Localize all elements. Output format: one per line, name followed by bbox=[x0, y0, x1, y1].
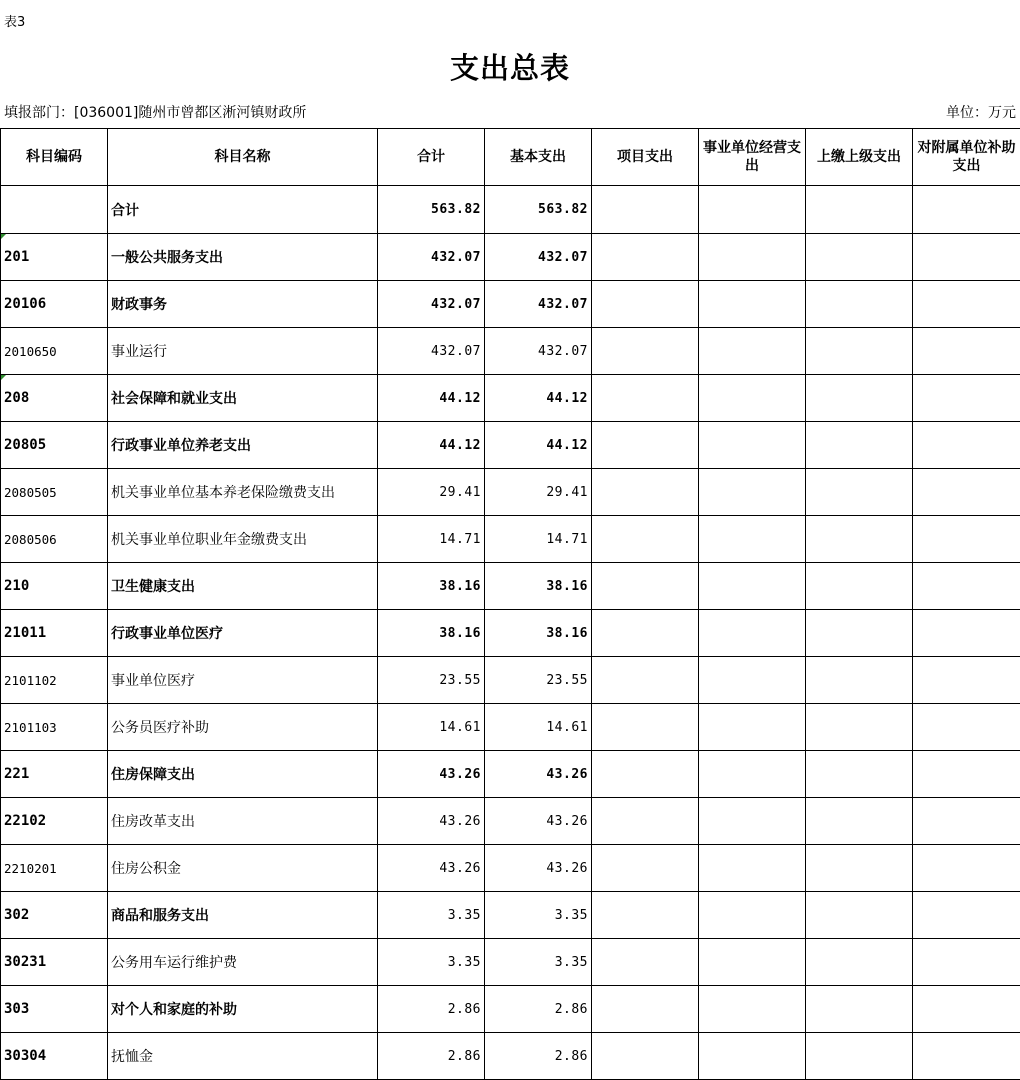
basic-expenditure-cell: 3.35 bbox=[485, 892, 592, 939]
total-cell: 38.16 bbox=[378, 563, 485, 610]
subject-name-cell: 对个人和家庭的补助 bbox=[108, 986, 378, 1033]
business-expenditure-cell bbox=[699, 892, 806, 939]
subsidy-to-affiliates-cell bbox=[913, 610, 1020, 657]
basic-expenditure-cell: 432.07 bbox=[485, 234, 592, 281]
business-expenditure-cell bbox=[699, 234, 806, 281]
project-expenditure-cell bbox=[592, 892, 699, 939]
subsidy-to-affiliates-cell bbox=[913, 892, 1020, 939]
total-cell: 44.12 bbox=[378, 422, 485, 469]
subsidy-to-affiliates-cell bbox=[913, 1033, 1020, 1080]
table-row bbox=[1, 1033, 1020, 1080]
subject-code-cell: 208 bbox=[1, 375, 108, 422]
subsidy-to-affiliates-cell bbox=[913, 422, 1020, 469]
table-row bbox=[1, 798, 1020, 845]
subject-name-cell: 合计 bbox=[108, 186, 378, 234]
column-header: 项目支出 bbox=[592, 129, 699, 186]
business-expenditure-cell bbox=[699, 422, 806, 469]
table-row bbox=[1, 422, 1020, 469]
table-row bbox=[1, 751, 1020, 798]
subsidy-to-affiliates-cell bbox=[913, 751, 1020, 798]
basic-expenditure-cell: 23.55 bbox=[485, 657, 592, 704]
total-cell: 3.35 bbox=[378, 939, 485, 986]
unit-label: 单位：万元 bbox=[946, 102, 1016, 122]
subject-name-cell: 商品和服务支出 bbox=[108, 892, 378, 939]
remit-to-superior-cell bbox=[806, 186, 913, 234]
subject-code-cell: 30304 bbox=[1, 1033, 108, 1080]
project-expenditure-cell bbox=[592, 704, 699, 751]
table-row bbox=[1, 234, 1020, 281]
basic-expenditure-cell: 3.35 bbox=[485, 939, 592, 986]
total-cell: 38.16 bbox=[378, 610, 485, 657]
remit-to-superior-cell bbox=[806, 328, 913, 375]
business-expenditure-cell bbox=[699, 986, 806, 1033]
subject-name-cell: 住房改革支出 bbox=[108, 798, 378, 845]
business-expenditure-cell bbox=[699, 516, 806, 563]
subject-code-cell: 303 bbox=[1, 986, 108, 1033]
table-row bbox=[1, 986, 1020, 1033]
business-expenditure-cell bbox=[699, 375, 806, 422]
subsidy-to-affiliates-cell bbox=[913, 469, 1020, 516]
basic-expenditure-cell: 43.26 bbox=[485, 798, 592, 845]
business-expenditure-cell bbox=[699, 563, 806, 610]
table-header-row bbox=[1, 129, 1020, 186]
project-expenditure-cell bbox=[592, 798, 699, 845]
table-row bbox=[1, 939, 1020, 986]
project-expenditure-cell bbox=[592, 422, 699, 469]
table-number: 表3 bbox=[4, 11, 25, 30]
total-cell: 2.86 bbox=[378, 986, 485, 1033]
total-cell: 2.86 bbox=[378, 1033, 485, 1080]
basic-expenditure-cell: 29.41 bbox=[485, 469, 592, 516]
basic-expenditure-cell: 14.71 bbox=[485, 516, 592, 563]
subsidy-to-affiliates-cell bbox=[913, 328, 1020, 375]
column-header: 上缴上级支出 bbox=[806, 129, 913, 186]
subject-code-cell: 2101103 bbox=[1, 704, 108, 751]
business-expenditure-cell bbox=[699, 328, 806, 375]
business-expenditure-cell bbox=[699, 186, 806, 234]
total-cell: 14.71 bbox=[378, 516, 485, 563]
total-cell: 3.35 bbox=[378, 892, 485, 939]
remit-to-superior-cell bbox=[806, 1033, 913, 1080]
subject-code-cell: 30231 bbox=[1, 939, 108, 986]
remit-to-superior-cell bbox=[806, 939, 913, 986]
project-expenditure-cell bbox=[592, 986, 699, 1033]
total-cell: 43.26 bbox=[378, 798, 485, 845]
remit-to-superior-cell bbox=[806, 657, 913, 704]
table-row bbox=[1, 516, 1020, 563]
business-expenditure-cell bbox=[699, 939, 806, 986]
basic-expenditure-cell: 43.26 bbox=[485, 751, 592, 798]
column-header: 合计 bbox=[378, 129, 485, 186]
project-expenditure-cell bbox=[592, 939, 699, 986]
total-cell: 432.07 bbox=[378, 234, 485, 281]
remit-to-superior-cell bbox=[806, 563, 913, 610]
project-expenditure-cell bbox=[592, 610, 699, 657]
subject-code-cell: 20805 bbox=[1, 422, 108, 469]
subject-name-cell: 一般公共服务支出 bbox=[108, 234, 378, 281]
business-expenditure-cell bbox=[699, 1033, 806, 1080]
project-expenditure-cell bbox=[592, 186, 699, 234]
remit-to-superior-cell bbox=[806, 234, 913, 281]
table-row bbox=[1, 657, 1020, 704]
subsidy-to-affiliates-cell bbox=[913, 704, 1020, 751]
subject-name-cell: 住房公积金 bbox=[108, 845, 378, 892]
subsidy-to-affiliates-cell bbox=[913, 657, 1020, 704]
basic-expenditure-cell: 38.16 bbox=[485, 563, 592, 610]
subject-name-cell: 行政事业单位养老支出 bbox=[108, 422, 378, 469]
total-cell: 23.55 bbox=[378, 657, 485, 704]
subsidy-to-affiliates-cell bbox=[913, 234, 1020, 281]
total-cell: 432.07 bbox=[378, 328, 485, 375]
subject-code-cell: 2010650 bbox=[1, 328, 108, 375]
subsidy-to-affiliates-cell bbox=[913, 563, 1020, 610]
basic-expenditure-cell: 43.26 bbox=[485, 845, 592, 892]
subject-code-cell: 2210201 bbox=[1, 845, 108, 892]
subject-code-cell: 21011 bbox=[1, 610, 108, 657]
table-row bbox=[1, 704, 1020, 751]
subsidy-to-affiliates-cell bbox=[913, 798, 1020, 845]
remit-to-superior-cell bbox=[806, 281, 913, 328]
basic-expenditure-cell: 44.12 bbox=[485, 422, 592, 469]
page-title: 支出总表 bbox=[0, 46, 1020, 87]
remit-to-superior-cell bbox=[806, 798, 913, 845]
business-expenditure-cell bbox=[699, 704, 806, 751]
project-expenditure-cell bbox=[592, 328, 699, 375]
subject-code-cell: 2101102 bbox=[1, 657, 108, 704]
business-expenditure-cell bbox=[699, 751, 806, 798]
project-expenditure-cell bbox=[592, 1033, 699, 1080]
basic-expenditure-cell: 2.86 bbox=[485, 986, 592, 1033]
project-expenditure-cell bbox=[592, 845, 699, 892]
basic-expenditure-cell: 563.82 bbox=[485, 186, 592, 234]
subject-code-cell: 221 bbox=[1, 751, 108, 798]
project-expenditure-cell bbox=[592, 469, 699, 516]
column-header: 科目编码 bbox=[1, 129, 108, 186]
remit-to-superior-cell bbox=[806, 845, 913, 892]
reporting-department: 填报部门：[036001]随州市曾都区淅河镇财政所 bbox=[4, 102, 306, 122]
total-cell: 29.41 bbox=[378, 469, 485, 516]
total-cell: 432.07 bbox=[378, 281, 485, 328]
subsidy-to-affiliates-cell bbox=[913, 845, 1020, 892]
subsidy-to-affiliates-cell bbox=[913, 281, 1020, 328]
subject-name-cell: 卫生健康支出 bbox=[108, 563, 378, 610]
subject-code-cell: 2080506 bbox=[1, 516, 108, 563]
total-cell: 43.26 bbox=[378, 845, 485, 892]
project-expenditure-cell bbox=[592, 281, 699, 328]
basic-expenditure-cell: 44.12 bbox=[485, 375, 592, 422]
basic-expenditure-cell: 2.86 bbox=[485, 1033, 592, 1080]
subsidy-to-affiliates-cell bbox=[913, 186, 1020, 234]
subject-code-cell: 22102 bbox=[1, 798, 108, 845]
project-expenditure-cell bbox=[592, 516, 699, 563]
subject-code-cell: 20106 bbox=[1, 281, 108, 328]
basic-expenditure-cell: 14.61 bbox=[485, 704, 592, 751]
table-row bbox=[1, 186, 1020, 234]
subject-name-cell: 财政事务 bbox=[108, 281, 378, 328]
business-expenditure-cell bbox=[699, 610, 806, 657]
column-header: 基本支出 bbox=[485, 129, 592, 186]
remit-to-superior-cell bbox=[806, 375, 913, 422]
business-expenditure-cell bbox=[699, 469, 806, 516]
subsidy-to-affiliates-cell bbox=[913, 375, 1020, 422]
table-row bbox=[1, 563, 1020, 610]
subject-name-cell: 机关事业单位职业年金缴费支出 bbox=[108, 516, 378, 563]
project-expenditure-cell bbox=[592, 234, 699, 281]
table-row bbox=[1, 610, 1020, 657]
table-row bbox=[1, 469, 1020, 516]
business-expenditure-cell bbox=[699, 657, 806, 704]
column-header: 事业单位经营支出 bbox=[699, 129, 806, 186]
total-cell: 43.26 bbox=[378, 751, 485, 798]
subject-code-cell: 201 bbox=[1, 234, 108, 281]
total-cell: 14.61 bbox=[378, 704, 485, 751]
subject-name-cell: 社会保障和就业支出 bbox=[108, 375, 378, 422]
basic-expenditure-cell: 38.16 bbox=[485, 610, 592, 657]
business-expenditure-cell bbox=[699, 281, 806, 328]
total-cell: 563.82 bbox=[378, 186, 485, 234]
remit-to-superior-cell bbox=[806, 704, 913, 751]
business-expenditure-cell bbox=[699, 845, 806, 892]
subject-code-cell: 210 bbox=[1, 563, 108, 610]
subsidy-to-affiliates-cell bbox=[913, 516, 1020, 563]
remit-to-superior-cell bbox=[806, 986, 913, 1033]
remit-to-superior-cell bbox=[806, 516, 913, 563]
remit-to-superior-cell bbox=[806, 469, 913, 516]
subject-name-cell: 抚恤金 bbox=[108, 1033, 378, 1080]
total-cell: 44.12 bbox=[378, 375, 485, 422]
table-row bbox=[1, 328, 1020, 375]
subject-name-cell: 事业单位医疗 bbox=[108, 657, 378, 704]
subject-code-cell: 2080505 bbox=[1, 469, 108, 516]
project-expenditure-cell bbox=[592, 657, 699, 704]
subject-name-cell: 住房保障支出 bbox=[108, 751, 378, 798]
table-row bbox=[1, 845, 1020, 892]
business-expenditure-cell bbox=[699, 798, 806, 845]
subject-name-cell: 事业运行 bbox=[108, 328, 378, 375]
subject-name-cell: 机关事业单位基本养老保险缴费支出 bbox=[108, 469, 378, 516]
project-expenditure-cell bbox=[592, 375, 699, 422]
subject-code-cell: 302 bbox=[1, 892, 108, 939]
remit-to-superior-cell bbox=[806, 610, 913, 657]
project-expenditure-cell bbox=[592, 751, 699, 798]
subject-code-cell bbox=[1, 186, 108, 234]
expenditure-table bbox=[0, 128, 1020, 1080]
subsidy-to-affiliates-cell bbox=[913, 986, 1020, 1033]
project-expenditure-cell bbox=[592, 563, 699, 610]
subject-name-cell: 公务员医疗补助 bbox=[108, 704, 378, 751]
table-row bbox=[1, 375, 1020, 422]
remit-to-superior-cell bbox=[806, 422, 913, 469]
table-row bbox=[1, 281, 1020, 328]
subject-name-cell: 行政事业单位医疗 bbox=[108, 610, 378, 657]
remit-to-superior-cell bbox=[806, 892, 913, 939]
basic-expenditure-cell: 432.07 bbox=[485, 281, 592, 328]
table-row bbox=[1, 892, 1020, 939]
remit-to-superior-cell bbox=[806, 751, 913, 798]
column-header: 对附属单位补助支出 bbox=[913, 129, 1020, 186]
subject-name-cell: 公务用车运行维护费 bbox=[108, 939, 378, 986]
subsidy-to-affiliates-cell bbox=[913, 939, 1020, 986]
basic-expenditure-cell: 432.07 bbox=[485, 328, 592, 375]
column-header: 科目名称 bbox=[108, 129, 378, 186]
